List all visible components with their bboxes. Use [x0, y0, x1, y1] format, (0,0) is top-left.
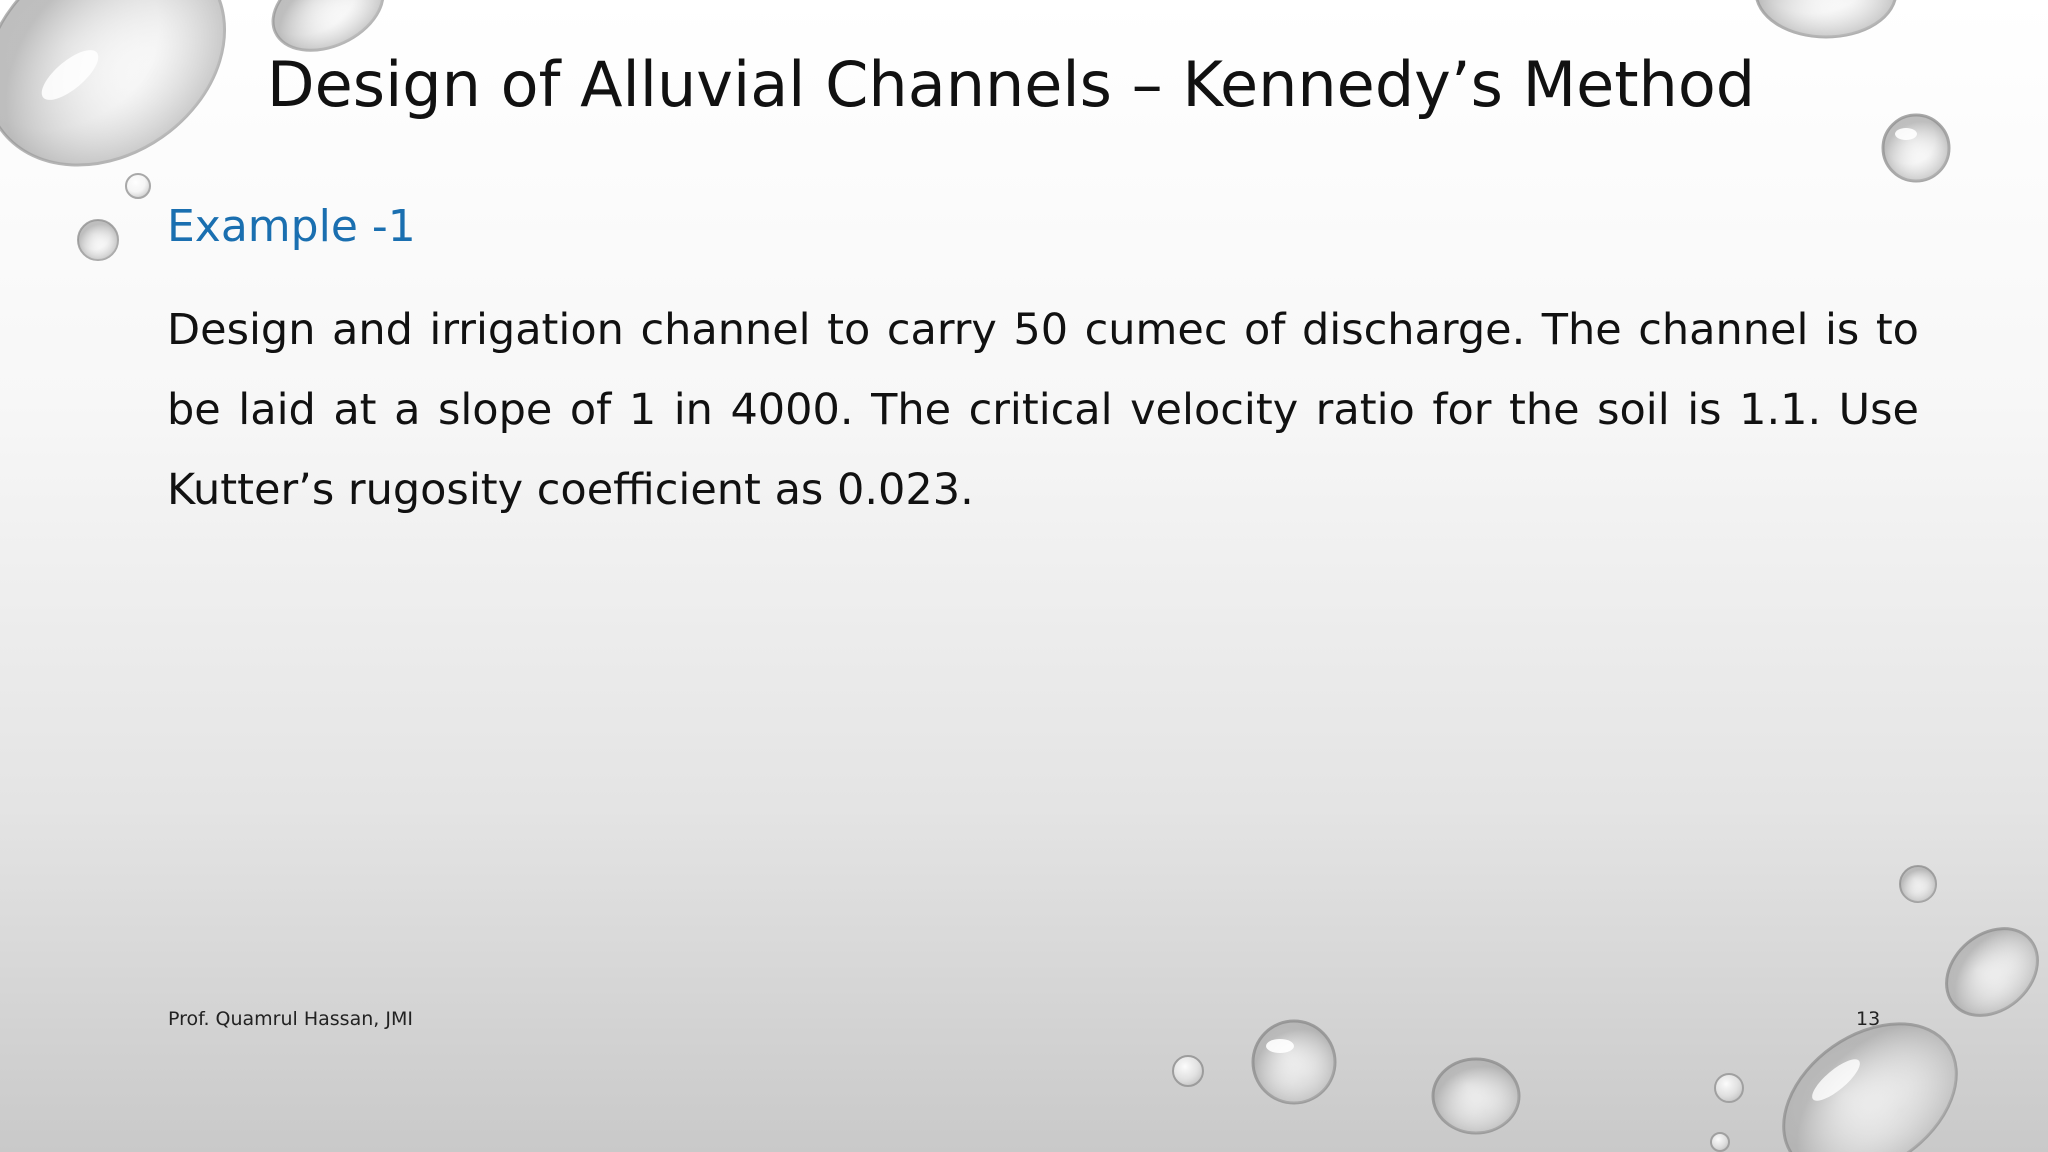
drop-top-right-large — [1756, 0, 1896, 37]
drop-left-small-2 — [78, 220, 118, 260]
drop-top-right-medium — [1883, 115, 1949, 181]
drop-bottom-right-4 — [1715, 1074, 1743, 1102]
page-number: 13 — [1856, 1008, 1881, 1030]
drop-bottom-right-5 — [1711, 1133, 1729, 1151]
example-heading: Example -1 — [167, 201, 416, 252]
problem-statement: Design and irrigation channel to carry 50 cumec of discharge. The channel is to be laid at a slope of 1 in 4000. The critical velocity ratio for the soil is 1.1. Use Kutter’s rugosity coefficient as 0.023. — [167, 305, 1919, 515]
drop-bottom-right-1 — [1900, 866, 1936, 902]
slide-title: Design of Alluvial Channels – Kennedy’s Method — [266, 48, 1756, 121]
drop-bottom-center-3 — [1173, 1056, 1203, 1086]
drop-left-small-1 — [126, 174, 150, 198]
drop-bottom-right-2 — [1929, 911, 2048, 1033]
drop-bottom-center-1 — [1253, 1021, 1335, 1103]
footer-author: Prof. Quamrul Hassan, JMI — [168, 1008, 413, 1030]
drop-bottom-center-2 — [1433, 1059, 1519, 1133]
